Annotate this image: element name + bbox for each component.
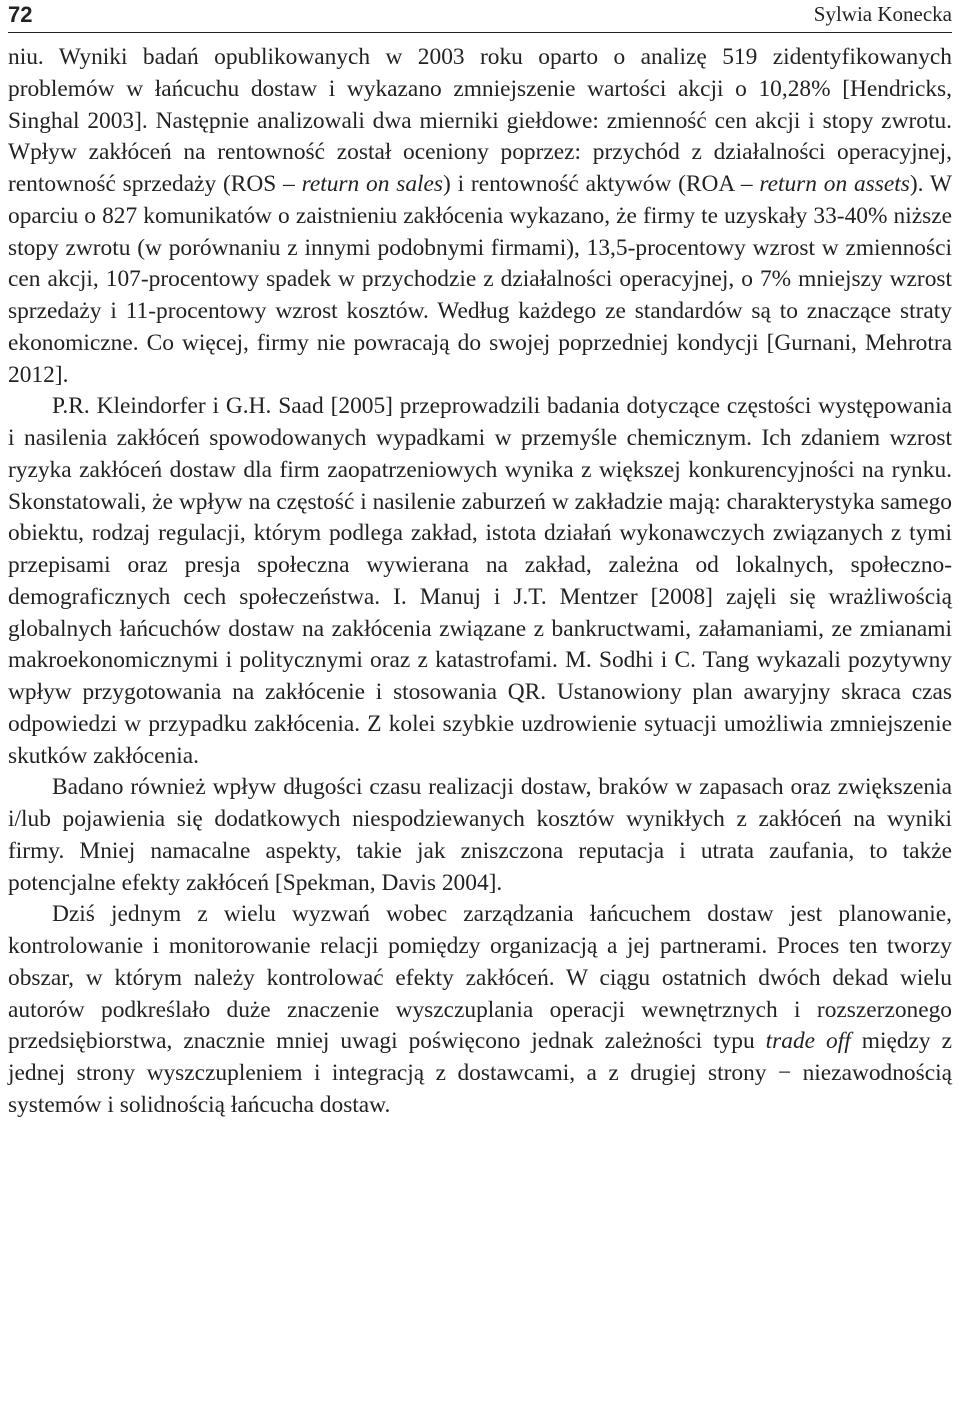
paragraph-1-part-b: ) i rentowność aktywów (ROA – <box>443 171 760 197</box>
paragraph-2: P.R. Kleindorfer i G.H. Saad [2005] przeprowadzili badania dotyczące częstości występowania i nasilenia zakłóceń spowodowanych wypadkami w przemyśle chemicznym. Ich zdaniem wzrost ryzyka zakłóceń dostaw dla firm zaopatrzeniowych wynika z większej konkurencyjności na rynku. Skonstatowali, że wpływ na częstość i nasilenie zaburzeń w zakładzie mają: charakterystyka samego obiektu, rodzaj regulacji, którym podlega zakład, istota działań wykonawczych związanych z tymi przepisami oraz presja społeczna wywierana na zakład, zależna od lokalnych, społeczno-demograficznych cech społeczeństwa. I. Manuj i J.T. Mentzer [2008] zajęli się wrażliwością globalnych łańcuchów dostaw na zakłócenia związane z bankructwami, załamaniami, ze zmianami makroekonomicznymi i politycznymi oraz z katastrofami. M. Sodhi i C. Tang wykazali pozytywny wpływ przygotowania na zakłócenie i stosowania QR. Ustanowiony plan awaryjny skraca czas odpowiedzi w przypadku zakłócenia. Z kolei szybkie uzdrowienie sytuacji umożliwia zmniejszenie skutków zakłócenia. <box>8 393 952 769</box>
paragraph-4-part-a: Dziś jednym z wielu wyzwań wobec zarządzania łańcuchem dostaw jest planowanie, kontrolowanie i monitorowanie relacji pomiędzy organizacją a jej partnerami. Proces ten tworzy obszar, w którym należy kontrolować efekty zakłóceń. W ciągu ostatnich dwóch dekad wielu autorów podkreślało duże znaczenie wyszczuplania operacji wewnętrznych i rozszerzonego przedsiębiorstwa, znacznie mniej uwagi poświęcono jednak zależności typu <box>8 901 952 1055</box>
page-header <box>8 0 952 33</box>
paragraph-3: Badano również wpływ długości czasu realizacji dostaw, braków w zapasach oraz zwiększenia i/lub pojawienia się dodatkowych niespodziewanych kosztów wynikłych z zakłóceń na wyniki firmy. Mniej namacalne aspekty, takie jak zniszczona reputacja i utrata zaufania, to także potencjalne efekty zakłóceń [Spekman, Davis 2004]. <box>8 774 952 896</box>
italic-return-on-sales: return on sales <box>301 171 444 197</box>
paragraph-4-part-b: między z jednej strony wyszczupleniem i integracją z dostawcami, a z drugiej strony − niezawodnością systemów i solidnością łańcucha dostaw. <box>8 1028 952 1118</box>
body-text <box>8 42 952 1122</box>
paragraph-1 <box>8 42 952 391</box>
paragraph-4 <box>8 899 952 1121</box>
italic-trade-off: trade off <box>765 1028 851 1055</box>
paragraph-1-part-a: niu. Wyniki badań opublikowanych w 2003 roku oparto o analizę 519 zidentyfikowanych problemów w łańcuchu dostaw i wykazano zmniejszenie wartości akcji o 10,28% [Hendricks, Singhal 2003]. Następnie analizowali dwa mierniki giełdowe: zmienność cen akcji i stopy zwrotu. Wpływ zakłóceń na rentowność został oceniony poprzez: przychód z działalności operacyjnej, rentowność sprzedaży (ROS – <box>8 44 952 197</box>
running-head-author: Sylwia Konecka <box>813 2 952 26</box>
paragraph-1-part-c: ). W oparciu o 827 komunikatów o zaistnieniu zakłócenia wykazano, że firmy te uzyskały 33-40% niższe stopy zwrotu (w porównaniu z innymi podobnymi firmami), 13,5-procentowy wzrost w zmienności cen akcji, 107-procentowy spadek w przychodzie z działalności operacyjnej, o 7% mniejszy wzrost sprzedaży i 11-procentowy wzrost kosztów. Według każdego ze standardów są to znaczące straty ekonomiczne. Co więcej, firmy nie powracają do swojej poprzedniej kondycji [Gurnani, Mehrotra 2012]. <box>8 171 952 388</box>
italic-return-on-assets: return on assets <box>759 171 910 197</box>
page-number: 72 <box>8 2 33 27</box>
